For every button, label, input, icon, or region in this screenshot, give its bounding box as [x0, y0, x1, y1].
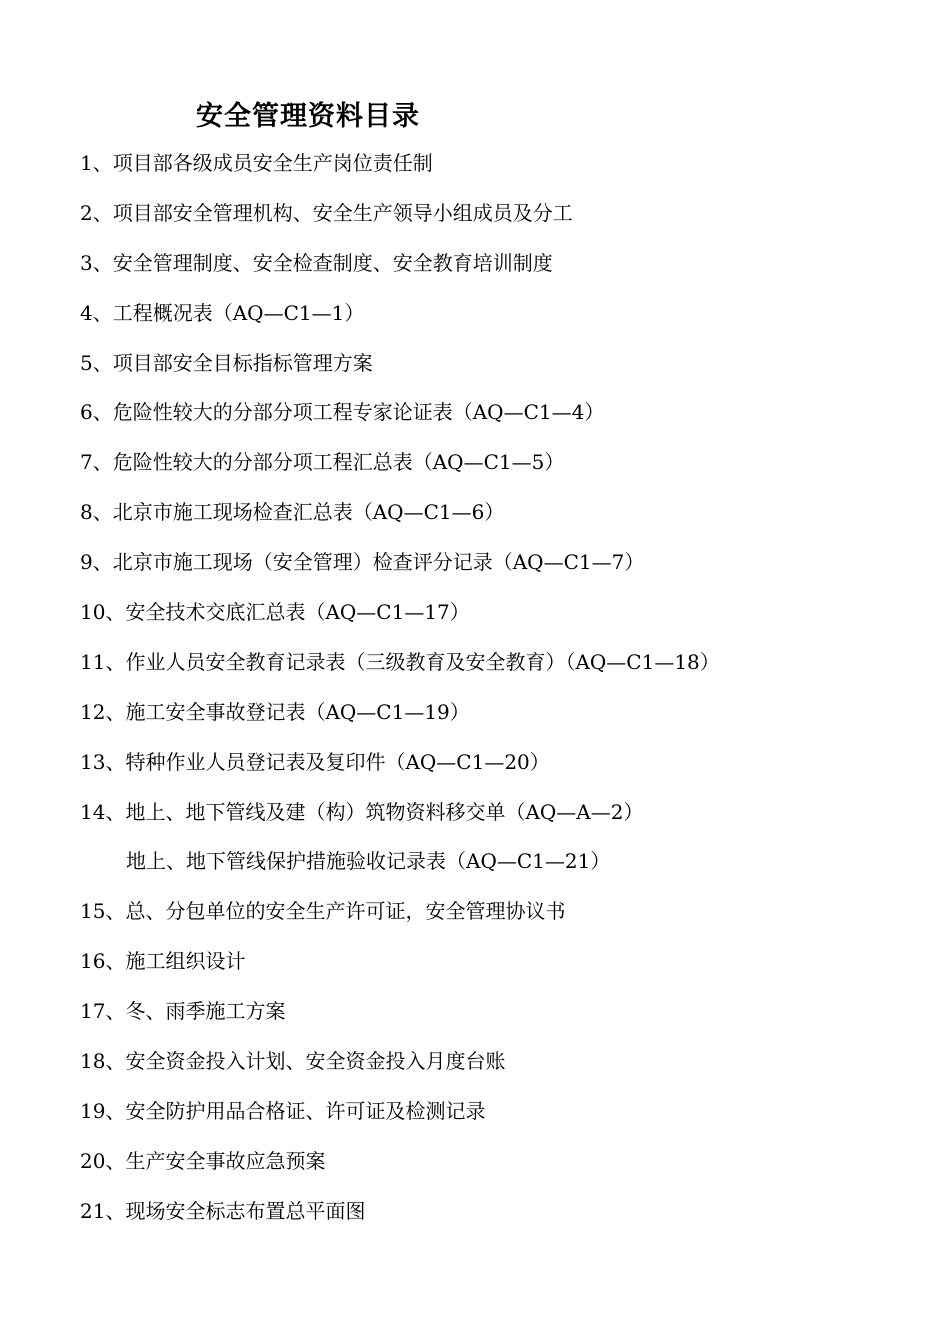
toc-item-4: 4、工程概况表（AQ—C1—1）	[80, 300, 365, 325]
toc-item-15: 15、总、分包单位的安全生产许可证，安全管理协议书	[80, 899, 566, 924]
toc-item-14: 14、地上、地下管线及建（构）筑物资料移交单（AQ—A—2）	[80, 799, 644, 824]
toc-item-14-continued: 地上、地下管线保护措施验收记录表（AQ—C1—21）	[126, 849, 611, 874]
toc-item-20: 20、生产安全事故应急预案	[80, 1148, 326, 1173]
toc-item-11: 11、作业人员安全教育记录表（三级教育及安全教育）（AQ—C1—18）	[80, 649, 720, 674]
toc-item-10: 10、安全技术交底汇总表（AQ—C1—17）	[80, 600, 470, 625]
toc-item-18: 18、安全资金投入计划、安全资金投入月度台账	[80, 1049, 506, 1074]
toc-item-12: 12、施工安全事故登记表（AQ—C1—19）	[80, 699, 470, 724]
toc-item-5: 5、项目部安全目标指标管理方案	[80, 350, 373, 375]
toc-item-6: 6、危险性较大的分部分项工程专家论证表（AQ—C1—4）	[80, 400, 605, 425]
toc-item-13: 13、特种作业人员登记表及复印件（AQ—C1—20）	[80, 749, 550, 774]
toc-item-17: 17、冬、雨季施工方案	[80, 999, 286, 1024]
toc-item-8: 8、北京市施工现场检查汇总表（AQ—C1—6）	[80, 500, 505, 525]
document-title: 安全管理资料目录	[196, 101, 420, 132]
toc-item-2: 2、项目部安全管理机构、安全生产领导小组成员及分工	[80, 200, 573, 225]
toc-item-16: 16、施工组织设计	[80, 949, 246, 974]
toc-item-9: 9、北京市施工现场（安全管理）检查评分记录（AQ—C1—7）	[80, 550, 645, 575]
table-of-contents	[80, 146, 920, 1244]
toc-item-7: 7、危险性较大的分部分项工程汇总表（AQ—C1—5）	[80, 450, 565, 475]
toc-item-19: 19、安全防护用品合格证、许可证及检测记录	[80, 1098, 486, 1123]
toc-item-3: 3、安全管理制度、安全检查制度、安全教育培训制度	[80, 250, 553, 275]
toc-item-21: 21、现场安全标志布置总平面图	[80, 1198, 366, 1223]
toc-item-1: 1、项目部各级成员安全生产岗位责任制	[80, 151, 433, 175]
